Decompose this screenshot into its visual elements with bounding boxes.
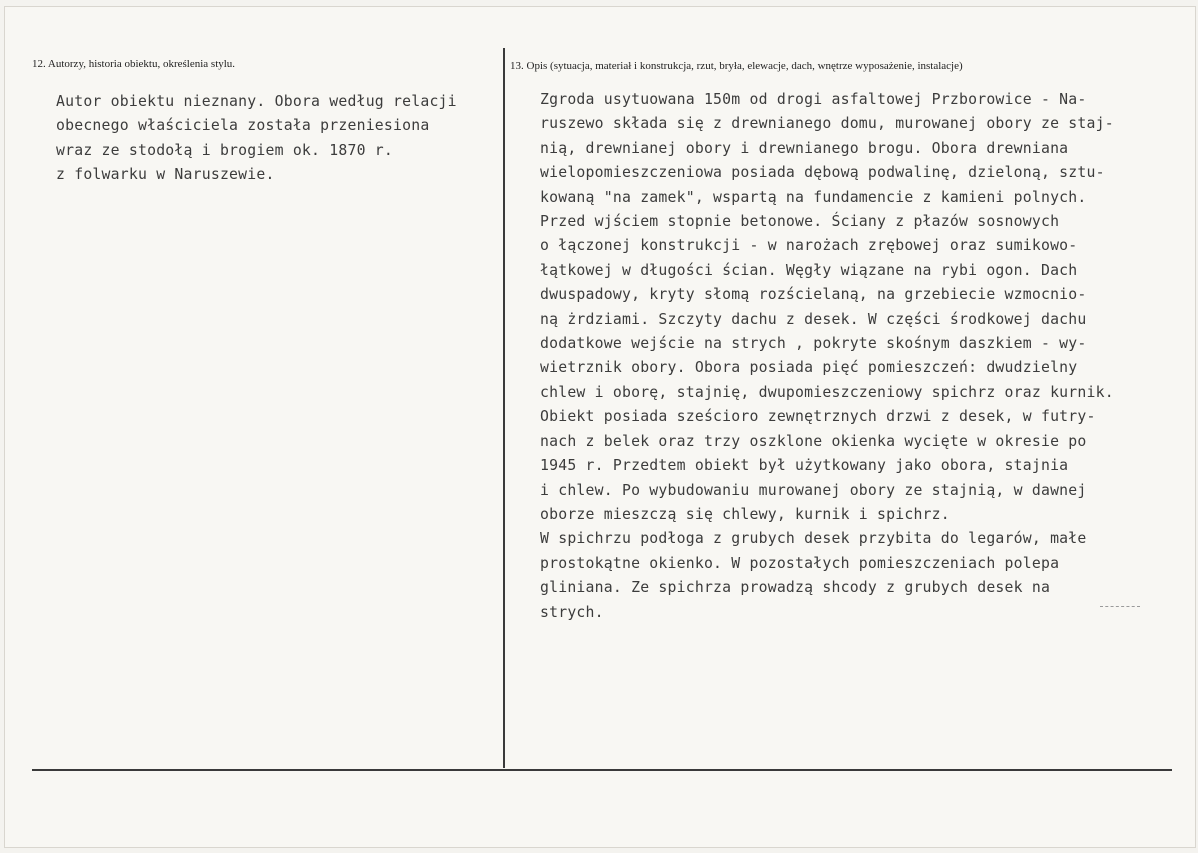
vertical-divider [503, 48, 505, 768]
section-13-text [540, 88, 1190, 625]
section-13-line: W spichrzu podłoga z grubych desek przybita do legarów, małe [540, 530, 1087, 548]
section-13-line: i chlew. Po wybudowaniu murowanej obory ze stajnią, w dawnej [540, 481, 1087, 499]
section-13-line: dodatkowe wejście na strych , pokryte skośnym daszkiem - wy- [540, 335, 1087, 353]
section-13-line: Zgroda usytuowana 150m od drogi asfaltowej Przborowice - Na- [540, 91, 1087, 108]
section-12-header: 12. Autorzy, historia obiektu, określenia stylu. [32, 58, 236, 70]
section-12-line: wraz ze stodołą i brogiem ok. 1870 r. [56, 141, 394, 159]
section-13-line: o łączonej konstrukcji - w narożach zrębowej oraz sumikowo- [540, 237, 1078, 255]
section-13-line: dwuspadowy, kryty słomą rozścielaną, na grzebiecie wzmocnio- [540, 286, 1087, 304]
section-13-line: ruszewo składa się z drewnianego domu, murowanej obory ze staj- [540, 115, 1114, 133]
section-13-line: gliniana. Ze spichrza prowadzą shcody z grubych desek na [540, 579, 1051, 597]
section-13-line: 1945 r. Przedtem obiekt był użytkowany jako obora, stajnia [540, 457, 1069, 475]
section-13-line: chlew i oborę, stajnię, dwupomieszczeniowy spichrz oraz kurnik. [540, 383, 1114, 401]
section-13-line: prostokątne okienko. W pozostałych pomieszczeniach polepa [540, 554, 1060, 572]
section-13-line: wielopomieszczeniowa posiada dębową podwalinę, dzieloną, sztu- [540, 164, 1105, 182]
section-13-line: strych. [540, 603, 604, 621]
section-13-line: łątkowej w długości ścian. Węgły wiązane na rybi ogon. Dach [540, 261, 1078, 279]
section-13-line: nią, drewnianej obory i drewnianego brogu. Obora drewniana [540, 139, 1069, 157]
dash-mark [1100, 606, 1140, 607]
section-12-line: z folwarku w Naruszewie. [56, 166, 275, 184]
section-12-line: Autor obiektu nieznany. Obora według relacji [56, 93, 457, 110]
section-13-line: kowaną "na zamek", wspartą na fundamencie z kamieni polnych. [540, 188, 1087, 206]
section-13-line: Przed wjściem stopnie betonowe. Ściany z płazów sosnowych [540, 213, 1060, 231]
section-13-header: 13. Opis (sytuacja, materiał i konstrukcja, rzut, bryła, elewacje, dach, wnętrze wyposażenie, instalacje) [510, 60, 963, 72]
section-12-line: obecnego właściciela została przeniesiona [56, 117, 430, 135]
section-13-line: wietrznik obory. Obora posiada pięć pomieszczeń: dwudzielny [540, 359, 1078, 377]
section-13-line: Obiekt posiada sześcioro zewnętrznych drzwi z desek, w futry- [540, 408, 1096, 426]
section-13-line: nach z belek oraz trzy oszklone okienka wycięte w okresie po [540, 432, 1087, 450]
section-13-line: oborze mieszczą się chlewy, kurnik i spichrz. [540, 505, 950, 523]
section-13-line: ną żrdziami. Szczyty dachu z desek. W części środkowej dachu [540, 310, 1087, 328]
horizontal-divider [32, 769, 1172, 771]
section-12-text [56, 90, 496, 188]
